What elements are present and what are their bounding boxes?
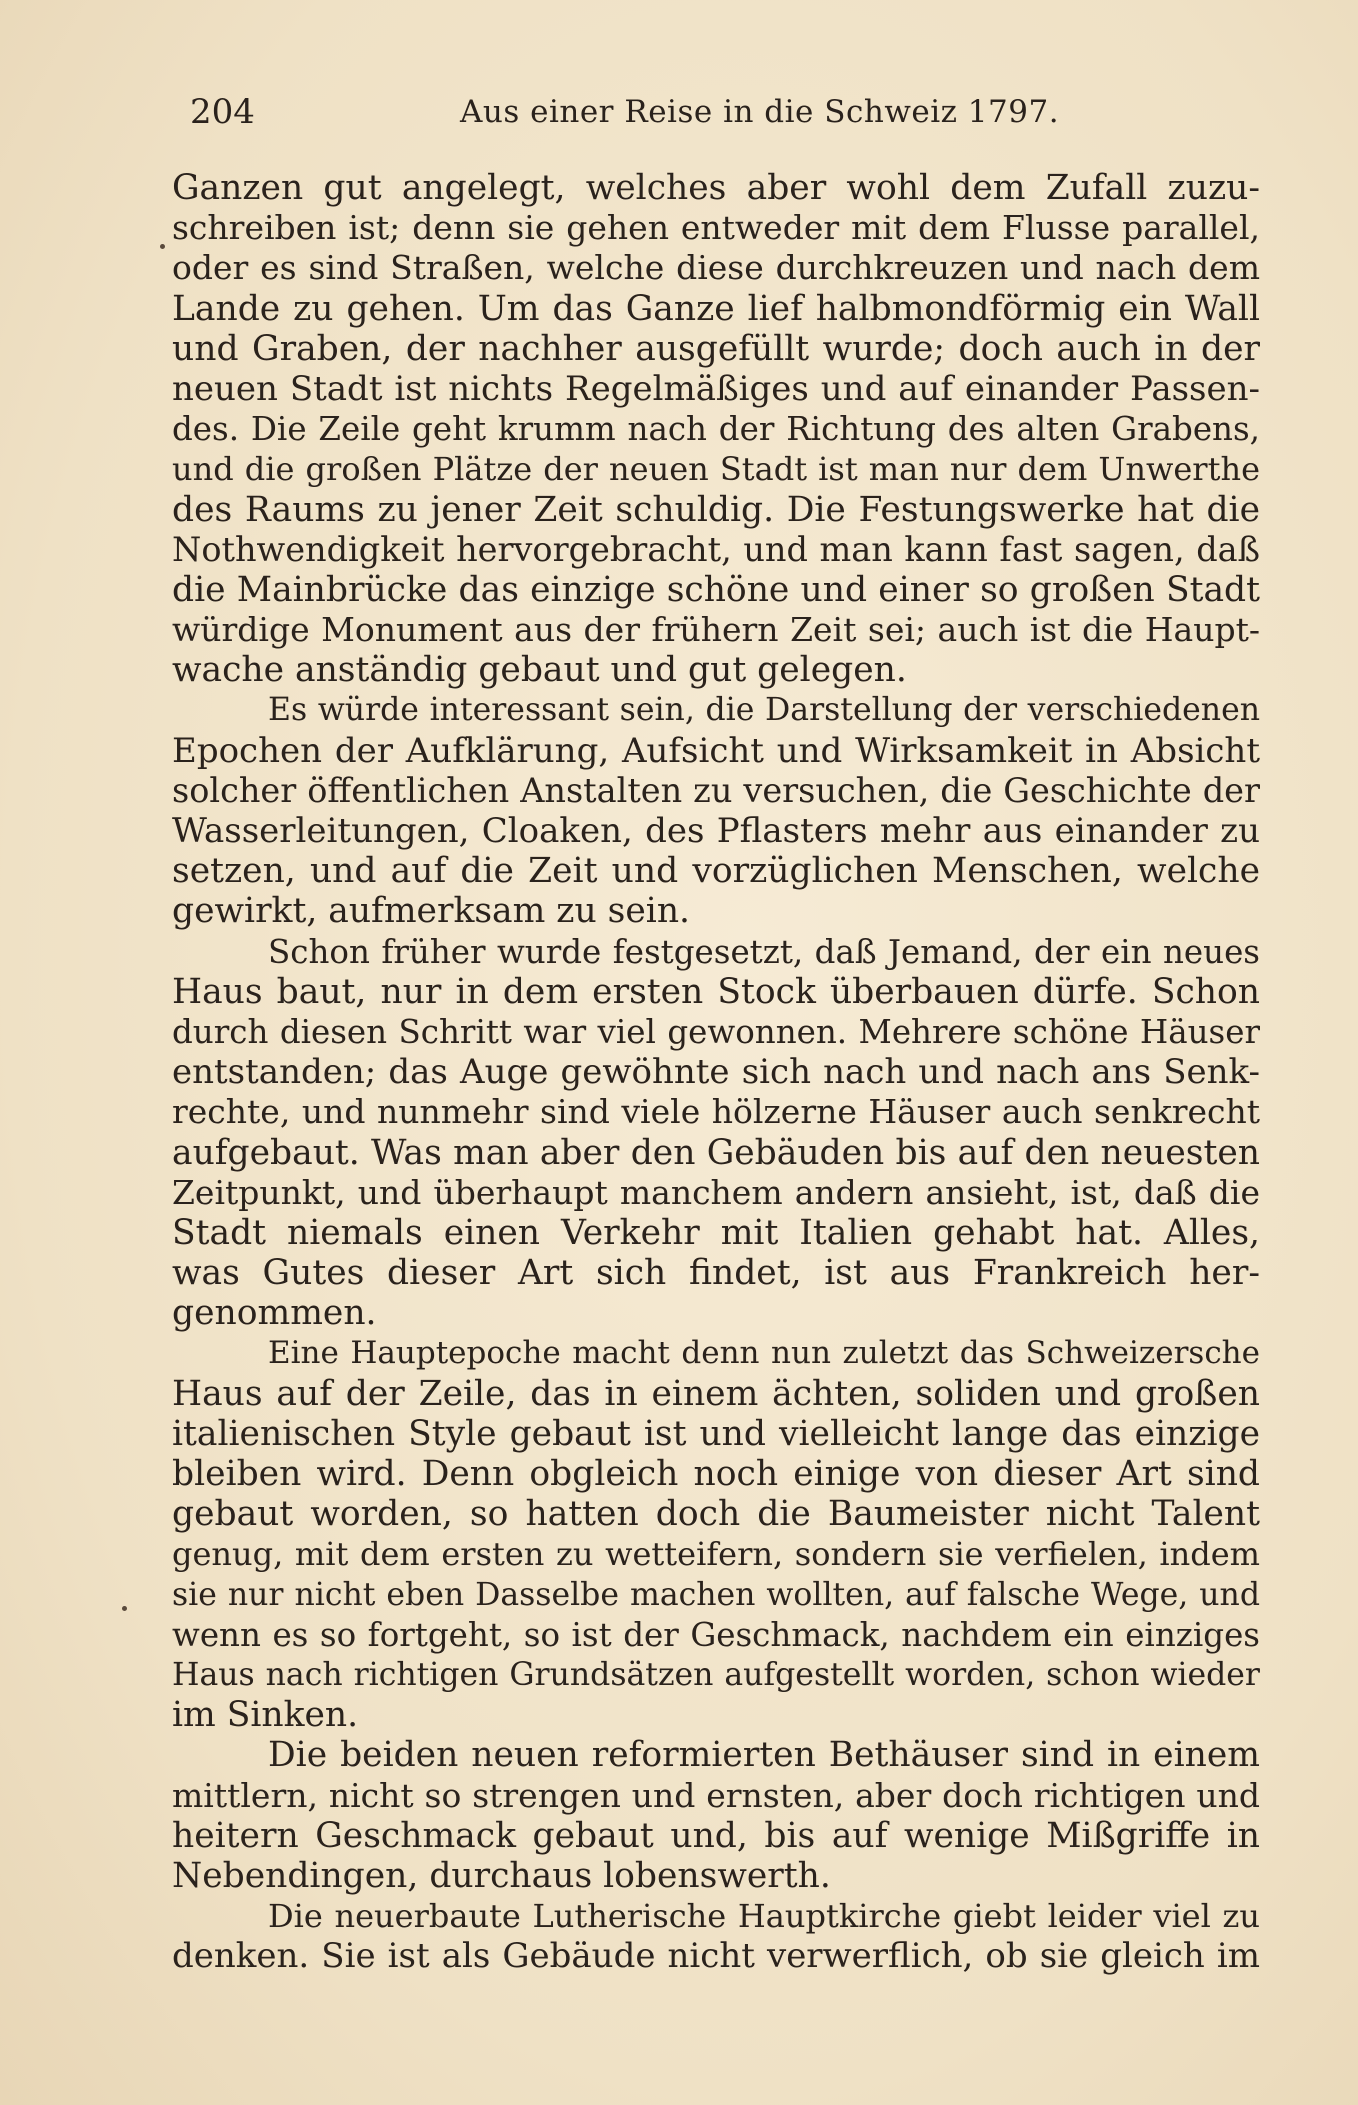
text-line: die Mainbrücke das einzige schöne und einer so großen Stadt — [172, 569, 1260, 610]
text-line: Nebendingen, durchaus lobenswerth. — [172, 1855, 831, 1896]
text-line: im Sinken. — [172, 1695, 359, 1736]
text-line: oder es sind Straßen, welche diese durchkreuzen und nach dem — [172, 248, 1260, 288]
text-line: entstanden; das Auge gewöhnte sich nach und nach ans Senk- — [172, 1052, 1260, 1093]
text-line: rechte, und nunmehr sind viele hölzerne Häuser auch senkrecht — [172, 1092, 1260, 1132]
text-line: sie nur nicht eben Dasselbe machen wollten, auf falsche Wege, und — [172, 1576, 1260, 1613]
text-line: Wasserleitungen, Cloaken, des Pflasters mehr aus einander zu — [172, 811, 1260, 851]
text-line: Haus auf der Zeile, das in einem ächten, soliden und großen — [172, 1373, 1260, 1414]
text-line: Ganzen gut angelegt, welches aber wohl dem Zufall zuzu- — [172, 168, 1260, 208]
text-line: aufgebaut. Was man aber den Gebäuden bis auf den neuesten — [172, 1132, 1260, 1173]
body-text — [172, 168, 1260, 1976]
text-line: genommen. — [172, 1293, 377, 1334]
text-line: Lande zu gehen. Um das Ganze lief halbmondförmig ein Wall — [172, 288, 1260, 329]
text-line: Stadt niemals einen Verkehr mit Italien gehabt hat. Alles, — [172, 1212, 1260, 1253]
text-line: wenn es so fortgeht, so ist der Geschmack, nachdem ein einziges — [172, 1615, 1260, 1654]
text-line: gewirkt, aufmerksam zu sein. — [172, 891, 691, 932]
text-line: was Gutes dieser Art sich findet, ist aus Frankreich her- — [172, 1253, 1260, 1294]
text-line: denken. Sie ist als Gebäude nicht verwerflich, ob sie gleich im — [172, 1936, 1260, 1977]
text-line: würdige Monument aus der frühern Zeit sei; auch ist die Haupt- — [172, 610, 1260, 650]
text-line: Epochen der Aufklärung, Aufsicht und Wirksamkeit in Absicht — [172, 730, 1260, 771]
text-line: des. Die Zeile geht krumm nach der Richtung des alten Grabens, — [172, 410, 1260, 449]
text-line: Zeitpunkt, und überhaupt manchem andern ansieht, ist, daß die — [172, 1172, 1260, 1212]
text-line: Nothwendigkeit hervorgebracht, und man kann fast sagen, daß — [172, 529, 1260, 569]
running-title: Aus einer Reise in die Schweiz 1797. — [460, 94, 1060, 130]
ink-speck — [160, 244, 165, 249]
text-line: bleiben wird. Denn obgleich noch einige von dieser Art sind — [172, 1454, 1260, 1494]
text-line: durch diesen Schritt war viel gewonnen. Mehrere schöne Häuser — [172, 1012, 1260, 1051]
text-line: genug, mit dem ersten zu wetteifern, sondern sie verfielen, indem — [172, 1535, 1260, 1574]
text-line: schreiben ist; denn sie gehen entweder mit dem Flusse parallel, — [172, 208, 1260, 248]
text-line: Haus nach richtigen Grundsätzen aufgestellt worden, schon wieder — [172, 1656, 1260, 1693]
text-line: wache anständig gebaut und gut gelegen. — [172, 650, 907, 691]
text-line: Schon früher wurde festgesetzt, daß Jemand, der ein neues — [268, 932, 1260, 971]
page-header — [190, 92, 1260, 142]
text-line: mittlern, nicht so strengen und ernsten, aber doch richtigen und — [172, 1775, 1260, 1815]
text-line: und Graben, der nachher ausgefüllt wurde; doch auch in der — [172, 328, 1260, 369]
text-line: Die beiden neuen reformierten Bethäuser sind in einem — [268, 1735, 1260, 1776]
text-line: Es würde interessant sein, die Darstellung der verschiedenen — [268, 692, 1260, 729]
text-line: italienischen Style gebaut ist und vielleicht lange das einzige — [172, 1413, 1260, 1454]
text-line: gebaut worden, so hatten doch die Baumeister nicht Talent — [172, 1494, 1260, 1535]
text-line: Haus baut, nur in dem ersten Stock überbauen dürfe. Schon — [172, 971, 1260, 1012]
page-number: 204 — [190, 92, 255, 132]
text-line: neuen Stadt ist nichts Regelmäßiges und auf einander Passen- — [172, 368, 1260, 409]
text-line: setzen, und auf die Zeit und vorzüglichen Menschen, welche — [172, 851, 1260, 892]
ink-speck — [122, 1606, 127, 1611]
text-line: und die großen Plätze der neuen Stadt ist man nur dem Unwerthe — [172, 450, 1260, 489]
text-line: Eine Hauptepoche macht denn nun zuletzt das Schweizersche — [268, 1335, 1260, 1372]
text-line: Die neuerbaute Lutherische Hauptkirche giebt leider viel zu — [268, 1897, 1260, 1936]
text-line: des Raums zu jener Zeit schuldig. Die Festungswerke hat die — [172, 489, 1260, 530]
text-line: heitern Geschmack gebaut und, bis auf wenige Mißgriffe in — [172, 1815, 1260, 1856]
text-line: solcher öffentlichen Anstalten zu versuchen, die Geschichte der — [172, 770, 1260, 810]
